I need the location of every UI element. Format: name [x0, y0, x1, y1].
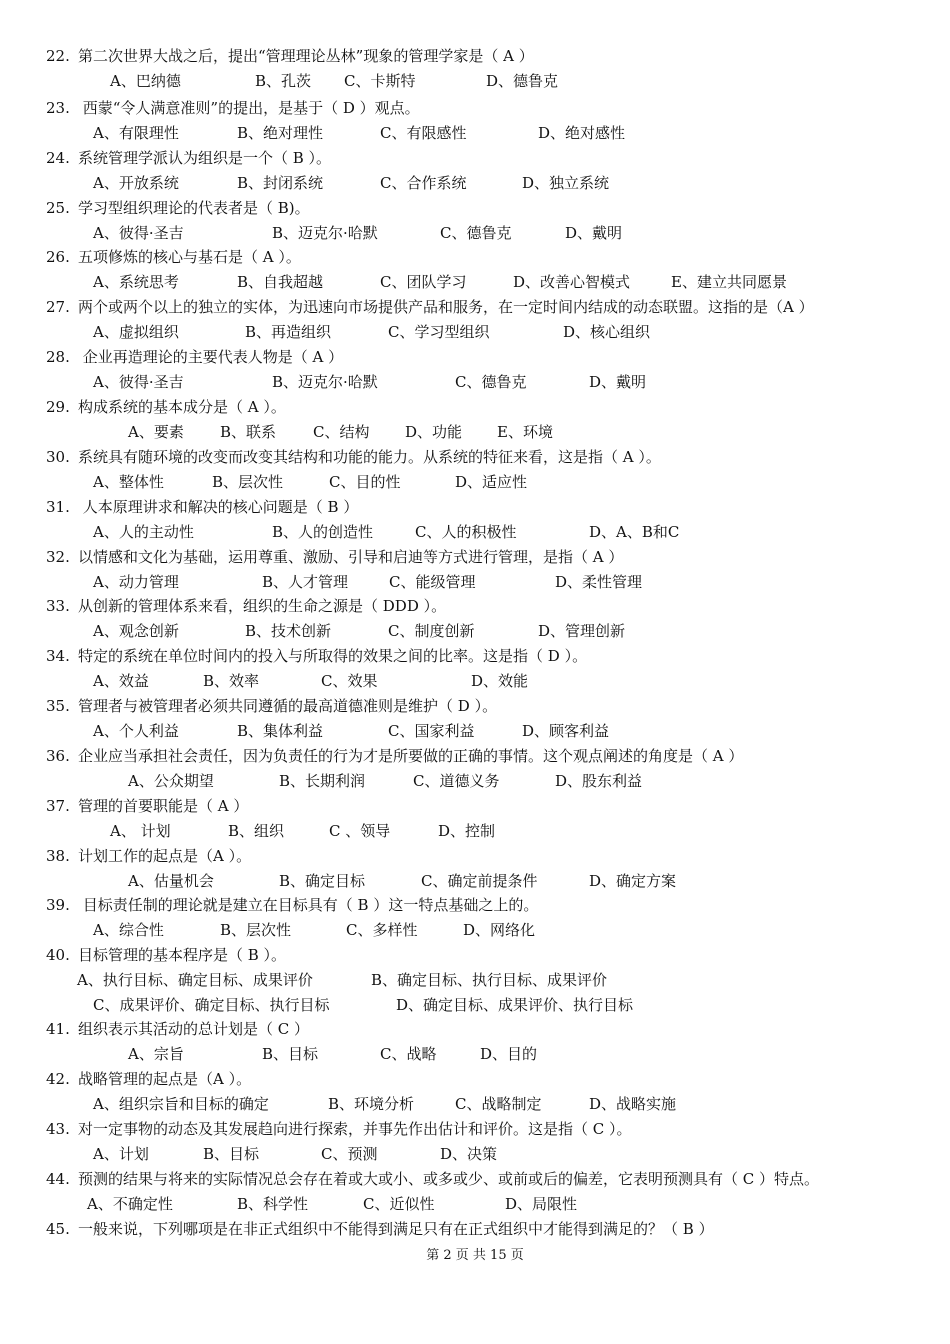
answer-option: C、效果	[321, 672, 378, 690]
question-number: 38.	[46, 847, 70, 865]
answer-option: D、核心组织	[563, 323, 651, 341]
question-text: 战略管理的起点是（A ）。	[78, 1070, 252, 1088]
answer-option: D、管理创新	[538, 622, 626, 640]
answer-option: B、迈克尔·哈默	[272, 224, 378, 242]
page-footer: 第 2 页 共 15 页	[426, 1248, 524, 1263]
question-23	[46, 98, 420, 118]
answer-option: D、控制	[438, 822, 496, 840]
answer-option: D、独立系统	[522, 174, 610, 192]
question-28	[46, 347, 343, 367]
answer-option: D、适应性	[455, 473, 528, 491]
answer-option: D、戴明	[589, 373, 647, 391]
answer-option: B、层次性	[212, 473, 284, 491]
question-number: 39.	[46, 896, 70, 914]
answer-option: D、局限性	[505, 1195, 578, 1213]
question-text: 目标责任制的理论就是建立在目标具有（ B ）这一特点基础之上的。	[78, 896, 539, 914]
answer-option: B、人的创造性	[272, 523, 374, 541]
answer-option: C、成果评价、确定目标、执行目标	[93, 996, 330, 1014]
question-text: 西蒙“令人满意准则”的提出，是基于（ D ）观点。	[78, 99, 420, 117]
answer-option: A、综合性	[93, 921, 164, 939]
question-text: 五项修炼的核心与基石是（ A ）。	[78, 248, 301, 266]
question-number: 34.	[46, 647, 70, 665]
question-text: 一般来说，下列哪项是在非正式组织中不能得到满足只有在正式组织中才能得到满足的？（ B ）	[78, 1220, 714, 1238]
question-33	[46, 596, 446, 616]
answer-option: B、环境分析	[328, 1095, 415, 1113]
question-text: 管理的首要职能是（ A ）	[78, 797, 249, 815]
answer-option: C、战略制定	[455, 1095, 542, 1113]
answer-option: B、孔茨	[255, 72, 312, 90]
answer-option: A、人的主动性	[93, 523, 194, 541]
answer-option: C、确定前提条件	[421, 872, 538, 890]
question-42	[46, 1069, 251, 1089]
answer-option: D、目的	[480, 1045, 538, 1063]
question-text: 第二次世界大战之后，提出“管理理论丛林”现象的管理学家是（ A ）	[78, 47, 534, 65]
question-number: 43.	[46, 1120, 70, 1138]
answer-option: A、虚拟组织	[93, 323, 179, 341]
answer-option: D、战略实施	[589, 1095, 677, 1113]
question-number: 36.	[46, 747, 70, 765]
question-number: 35.	[46, 697, 70, 715]
question-41	[46, 1019, 309, 1039]
question-text: 从创新的管理体系来看，组织的生命之源是（ DDD ）。	[78, 597, 447, 615]
question-text: 管理者与被管理者必须共同遵循的最高道德准则是维护（ D ）。	[78, 697, 498, 715]
question-number: 29.	[46, 398, 70, 416]
answer-option: C、德鲁克	[440, 224, 512, 242]
answer-option: E、建立共同愿景	[671, 273, 787, 291]
question-37	[46, 796, 248, 816]
answer-option: A、效益	[93, 672, 149, 690]
answer-option: B、组织	[228, 822, 285, 840]
question-36	[46, 746, 743, 766]
answer-option: B、技术创新	[245, 622, 332, 640]
answer-option: A、有限理性	[93, 124, 179, 142]
answer-option: D、股东利益	[555, 772, 643, 790]
answer-option: A、不确定性	[87, 1195, 173, 1213]
question-29	[46, 397, 286, 417]
answer-option: A、彼得·圣吉	[93, 224, 184, 242]
question-number: 40.	[46, 946, 70, 964]
answer-option: B、确定目标、执行目标、成果评价	[371, 971, 608, 989]
question-38	[46, 846, 251, 866]
question-text: 系统管理学派认为组织是一个（ B ）。	[78, 149, 332, 167]
answer-option: A、整体性	[93, 473, 164, 491]
answer-option: E、环境	[497, 423, 553, 441]
answer-option: C、多样性	[346, 921, 418, 939]
answer-option: B、人才管理	[262, 573, 349, 591]
answer-option: A、宗旨	[128, 1045, 184, 1063]
answer-option: A、个人利益	[93, 722, 179, 740]
answer-option: A、估量机会	[128, 872, 214, 890]
answer-option: D、柔性管理	[555, 573, 643, 591]
answer-option: B、封闭系统	[237, 174, 324, 192]
question-number: 32.	[46, 548, 70, 566]
answer-option: A、开放系统	[93, 174, 179, 192]
answer-option: C、学习型组织	[388, 323, 490, 341]
answer-option: A、执行目标、确定目标、成果评价	[77, 971, 313, 989]
answer-option: D、绝对感性	[538, 124, 626, 142]
question-39	[46, 895, 538, 915]
answer-option: C、结构	[313, 423, 370, 441]
question-text: 企业再造理论的主要代表人物是（ A ）	[78, 348, 344, 366]
answer-option: C、合作系统	[380, 174, 467, 192]
answer-option: C、团队学习	[380, 273, 467, 291]
answer-option: C 、领导	[329, 822, 391, 840]
question-number: 24.	[46, 149, 70, 167]
question-number: 31.	[46, 498, 70, 516]
answer-option: C、预测	[321, 1145, 378, 1163]
question-text: 两个或两个以上的独立的实体，为迅速向市场提供产品和服务，在一定时间内结成的动态联盟。这指的是（A ）	[78, 298, 814, 316]
question-35	[46, 696, 497, 716]
question-text: 预测的结果与将来的实际情况总会存在着或大或小、或多或少、或前或后的偏差，它表明预测具有（ C ）特点。	[78, 1170, 820, 1188]
answer-option: B、目标	[203, 1145, 260, 1163]
question-text: 组织表示其活动的总计划是（ C ）	[78, 1020, 310, 1038]
answer-option: B、联系	[220, 423, 277, 441]
answer-option: C、人的积极性	[415, 523, 517, 541]
answer-option: B、绝对理性	[237, 124, 324, 142]
answer-option: C、卡斯特	[344, 72, 416, 90]
question-text: 构成系统的基本成分是（ A ）。	[78, 398, 286, 416]
answer-option: C、有限感性	[380, 124, 467, 142]
answer-option: D、网络化	[463, 921, 536, 939]
answer-option: A、 计划	[110, 822, 171, 840]
answer-option: A、系统思考	[93, 273, 179, 291]
question-22	[46, 46, 534, 66]
answer-option: A、公众期望	[128, 772, 214, 790]
answer-option: D、A、B和C	[589, 523, 680, 541]
answer-option: C、近似性	[363, 1195, 435, 1213]
question-text: 学习型组织理论的代表者是（ B)。	[78, 199, 310, 217]
question-text: 以情感和文化为基础，运用尊重、激励、引导和启迪等方式进行管理，是指（ A ）	[78, 548, 624, 566]
question-34	[46, 646, 587, 666]
answer-option: D、效能	[471, 672, 529, 690]
question-number: 44.	[46, 1170, 70, 1188]
question-text: 计划工作的起点是（A ）。	[78, 847, 252, 865]
answer-option: D、戴明	[565, 224, 623, 242]
answer-option: B、层次性	[220, 921, 292, 939]
answer-option: D、改善心智模式	[513, 273, 631, 291]
question-number: 22.	[46, 47, 70, 65]
question-45	[46, 1219, 714, 1239]
question-26	[46, 247, 301, 267]
question-44	[46, 1169, 819, 1189]
answer-option: D、德鲁克	[486, 72, 559, 90]
question-text: 企业应当承担社会责任，因为负责任的行为才是所要做的正确的事情。这个观点阐述的角度是（ A ）	[78, 747, 744, 765]
question-32	[46, 547, 623, 567]
question-number: 30.	[46, 448, 70, 466]
answer-option: B、效率	[203, 672, 260, 690]
question-text: 系统具有随环境的改变而改变其结构和功能的能力。从系统的特征来看，这是指（ A ）。	[78, 448, 661, 466]
answer-option: A、计划	[93, 1145, 149, 1163]
question-number: 33.	[46, 597, 70, 615]
question-number: 25.	[46, 199, 70, 217]
question-text: 对一定事物的动态及其发展趋向进行探索，并事先作出估计和评价。这是指（ C ）。	[78, 1120, 632, 1138]
answer-option: A、要素	[128, 423, 184, 441]
answer-option: B、集体利益	[237, 722, 324, 740]
answer-option: B、迈克尔·哈默	[272, 373, 378, 391]
answer-option: B、长期利润	[279, 772, 366, 790]
answer-option: A、巴纳德	[110, 72, 181, 90]
answer-option: C、国家利益	[388, 722, 475, 740]
question-24	[46, 148, 331, 168]
question-number: 26.	[46, 248, 70, 266]
answer-option: A、彼得·圣吉	[93, 373, 184, 391]
answer-option: C、目的性	[329, 473, 401, 491]
answer-option: A、观念创新	[93, 622, 179, 640]
question-25	[46, 198, 310, 218]
answer-option: B、科学性	[237, 1195, 309, 1213]
answer-option: D、确定方案	[589, 872, 677, 890]
answer-option: D、确定目标、成果评价、执行目标	[396, 996, 634, 1014]
answer-option: B、目标	[262, 1045, 319, 1063]
question-number: 42.	[46, 1070, 70, 1088]
question-number: 37.	[46, 797, 70, 815]
question-30	[46, 447, 661, 467]
question-43	[46, 1119, 632, 1139]
answer-option: C、战略	[380, 1045, 437, 1063]
answer-option: D、顾客利益	[522, 722, 610, 740]
question-40	[46, 945, 286, 965]
answer-option: A、动力管理	[93, 573, 179, 591]
answer-option: C、制度创新	[388, 622, 475, 640]
question-27	[46, 297, 814, 317]
answer-option: B、自我超越	[237, 273, 324, 291]
answer-option: D、决策	[440, 1145, 498, 1163]
question-text: 特定的系统在单位时间内的投入与所取得的效果之间的比率。这是指（ D ）。	[78, 647, 588, 665]
answer-option: B、确定目标	[279, 872, 366, 890]
question-number: 27.	[46, 298, 70, 316]
question-31	[46, 497, 358, 517]
answer-option: C、能级管理	[389, 573, 476, 591]
question-number: 23.	[46, 99, 70, 117]
question-number: 28.	[46, 348, 70, 366]
question-text: 目标管理的基本程序是（ B ）。	[78, 946, 287, 964]
question-number: 45.	[46, 1220, 70, 1238]
answer-option: C、德鲁克	[455, 373, 527, 391]
question-number: 41.	[46, 1020, 70, 1038]
answer-option: D、功能	[405, 423, 463, 441]
answer-option: C、道德义务	[413, 772, 500, 790]
answer-option: A、组织宗旨和目标的确定	[93, 1095, 269, 1113]
answer-option: B、再造组织	[245, 323, 332, 341]
question-text: 人本原理讲求和解决的核心问题是（ B ）	[78, 498, 359, 516]
